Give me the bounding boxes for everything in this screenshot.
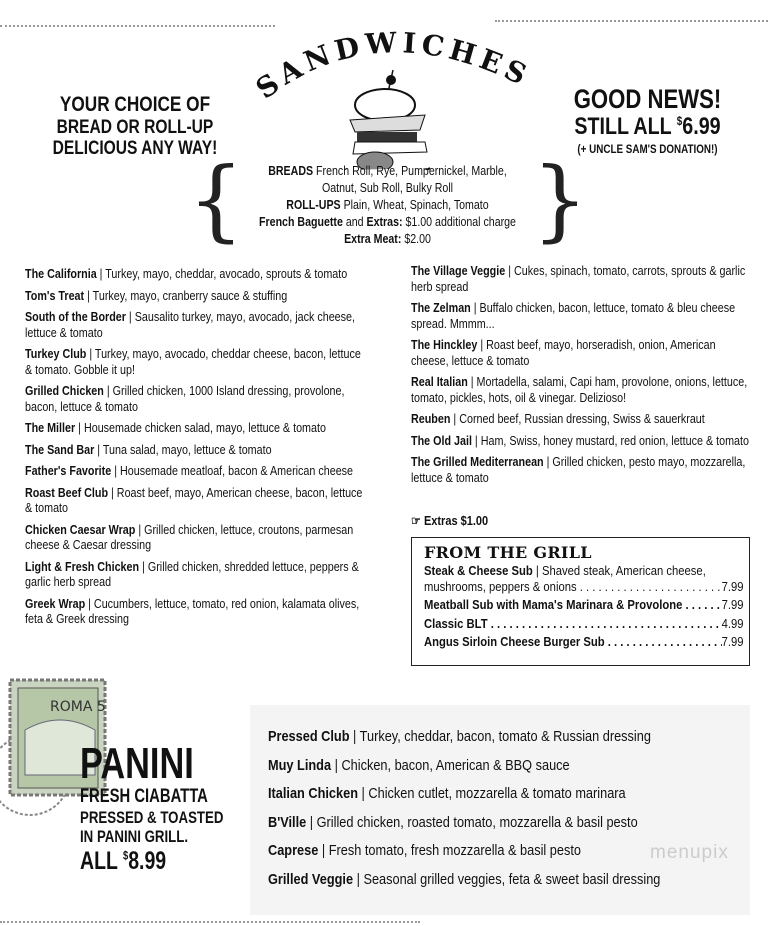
rollups-list: Plain, Wheat, Spinach, Tomato	[343, 198, 489, 212]
menu-item: Chicken Caesar Wrap | Grilled chicken, lettuce, croutons, parmesan cheese & Caesar dressing	[25, 522, 354, 552]
grill-item-price: 7.99	[721, 598, 744, 612]
breads-label: BREADS	[268, 164, 314, 178]
menu-item: Grilled Chicken | Grilled chicken, 1000 Island dressing, provolone, bacon, lettuce & tomato	[25, 384, 345, 414]
item-desc: Turkey, cheddar, bacon, tomato & Russian dressing	[359, 728, 651, 745]
panini-price	[80, 847, 223, 876]
item-name: Greek Wrap	[25, 596, 86, 611]
item-desc: Corned beef, Russian dressing, Swiss & sauerkraut	[459, 412, 705, 426]
grill-item	[424, 617, 744, 633]
divider	[0, 25, 275, 27]
and-text: and	[342, 215, 367, 229]
menu-item: Turkey Club | Turkey, mayo, avocado, cheddar cheese, bacon, lettuce & tomato. Gobble it up!	[25, 347, 361, 377]
item-name: The Grilled Mediterranean	[411, 455, 544, 469]
item-desc: Tuna salad, mayo, lettuce & tomato	[102, 442, 272, 457]
grill-item-name: Classic BLT . . .	[424, 617, 722, 633]
menu-item: Reuben | Corned beef, Russian dressing, Swiss & sauerkraut	[411, 412, 705, 426]
still-all: STILL ALL	[574, 113, 677, 141]
baguette-label: French Baguette	[259, 215, 343, 229]
item-desc: Grilled chicken, 1000 Island dressing, provolone, bacon, lettuce & tomato	[25, 384, 345, 414]
item-name: B'Ville	[268, 813, 307, 831]
dollar: $	[122, 848, 129, 863]
menu-item: The Zelman | Buffalo chicken, bacon, lettuce, tomato & bleu cheese spread. Mmmm...	[411, 301, 736, 331]
item-name: The Zelman	[411, 301, 471, 315]
grill-item	[424, 635, 744, 651]
item-desc: Chicken, bacon, American & BBQ sauce	[341, 756, 570, 774]
panini-item: Grilled Veggie | Seasonal grilled veggies, feta & sweet basil dressing	[268, 870, 661, 888]
item-desc: Seasonal grilled veggies, feta & sweet basil dressing	[363, 870, 661, 888]
item-desc: Chicken cutlet, mozzarella & tomato marinara	[368, 785, 626, 802]
item-name: Caprese	[268, 842, 319, 859]
item-name: The California	[25, 267, 97, 281]
item-desc: Cucumbers, lettuce, tomato, red onion, kalamata olives, feta & Greek dressing	[25, 596, 360, 626]
item-desc: Fresh tomato, fresh mozzarella & basil pesto	[328, 842, 581, 859]
item-name: Reuben	[411, 412, 451, 426]
grill-item-name: Angus Sirloin Cheese Burger Sub . . .	[424, 635, 722, 651]
item-desc: Roast beef, mayo, American cheese, bacon, lettuce & tomato	[25, 485, 363, 515]
menu-item: The Hinckley | Roast beef, mayo, horseradish, onion, American cheese, lettuce & tomato	[411, 338, 716, 368]
grill-item-price: 4.99	[721, 616, 744, 631]
right-blurb	[543, 84, 752, 157]
right-brace: }	[532, 148, 588, 251]
blurb-line: YOUR CHOICE OF	[59, 93, 211, 116]
item-desc: Ham, Swiss, honey mustard, red onion, lettuce & tomato	[480, 433, 749, 448]
extra-meat-price: $2.00	[401, 232, 431, 246]
dollar: $	[676, 114, 683, 129]
panini-line: PRESSED & TOASTED	[80, 807, 224, 827]
rollups-label: ROLL-UPS	[286, 198, 341, 212]
grill-item-price: 7.99	[721, 635, 744, 649]
grill-item-desc: | Shaved steak, American cheese,	[532, 564, 706, 578]
item-name: Father's Favorite	[25, 464, 112, 478]
sandwich-illustration-icon	[345, 70, 430, 170]
menu-item: The Sand Bar | Tuna salad, mayo, lettuce & tomato	[25, 442, 272, 457]
menu-item: South of the Border | Sausalito turkey, mayo, avocado, jack cheese, lettuce & tomato	[25, 310, 355, 340]
grill-item-name: Meatball Sub with Mama's Marinara & Provolone . . .	[424, 598, 722, 614]
menu-item: Roast Beef Club | Roast beef, mayo, American cheese, bacon, lettuce & tomato	[25, 485, 363, 515]
item-desc: Grilled chicken, roasted tomato, mozzarella & basil pesto	[316, 813, 638, 831]
item-name: Grilled Veggie	[268, 870, 354, 888]
menu-item: The Grilled Mediterranean | Grilled chicken, pesto mayo, mozzarella, lettuce & tomato	[411, 455, 746, 485]
sandwich-list-right	[411, 264, 755, 492]
menu-item: Real Italian | Mortadella, salami, Capi ham, provolone, onions, lettuce, tomato, pickles, hots, oil & vinegar. Delizioso!	[411, 375, 748, 405]
menu-item: The Old Jail | Ham, Swiss, honey mustard, red onion, lettuce & tomato	[411, 433, 749, 448]
menu-item: Light & Fresh Chicken | Grilled chicken, shredded lettuce, peppers & garlic herb spread	[25, 559, 359, 589]
left-brace: {	[188, 148, 244, 251]
still-all-price	[543, 114, 752, 141]
grill-item-cont	[424, 580, 744, 596]
item-desc: Housemade chicken salad, mayo, lettuce & tomato	[83, 421, 326, 435]
price: 8.99	[128, 846, 167, 875]
panini-title: PANINI	[80, 739, 194, 788]
item-name: Italian Chicken	[268, 785, 358, 802]
item-desc: Grilled chicken, shredded lettuce, peppers & garlic herb spread	[25, 559, 359, 589]
grill-item-desc2: mushrooms, peppers & onions . . .	[424, 580, 722, 596]
item-desc: Turkey, mayo, cranberry sauce & stuffing	[92, 288, 288, 303]
blurb-line: DELICIOUS ANY WAY!	[52, 137, 218, 159]
item-name: The Miller	[25, 421, 76, 435]
item-name: Tom's Treat	[25, 288, 85, 303]
grill-item	[424, 564, 744, 580]
item-desc: Turkey, mayo, cheddar, avocado, sprouts & tomato	[105, 267, 348, 281]
sandwich-list-left	[25, 267, 369, 634]
item-name: South of the Border	[25, 310, 126, 324]
item-name: Pressed Club	[268, 728, 350, 745]
watermark: menupix	[650, 842, 729, 863]
item-name: Roast Beef Club	[25, 485, 109, 500]
panini-item: Italian Chicken | Chicken cutlet, mozzarella & tomato marinara	[268, 785, 626, 802]
panini-item: Caprese | Fresh tomato, fresh mozzarella & basil pesto	[268, 842, 581, 859]
item-name: The Village Veggie	[411, 264, 506, 278]
item-desc: Housemade meatloaf, bacon & American cheese	[119, 464, 354, 478]
breads-list: French Roll, Rye, Pumpernickel, Marble, Oatnut, Sub Roll, Bulky Roll	[316, 164, 507, 195]
sandwiches-title	[240, 20, 540, 170]
item-desc: Mortadella, salami, Capi ham, provolone, onions, lettuce, tomato, pickles, hots, oil & vinegar. Delizioso!	[411, 375, 748, 405]
item-name: The Sand Bar	[25, 442, 95, 457]
baguette-charge: $1.00 additional charge	[402, 215, 516, 229]
panini-item: B'Ville | Grilled chicken, roasted tomato, mozzarella & basil pesto	[268, 813, 638, 831]
divider	[0, 921, 420, 923]
item-name: Real Italian	[411, 375, 468, 389]
menu-item: Greek Wrap | Cucumbers, lettuce, tomato, red onion, kalamata olives, feta & Greek dressing	[25, 596, 360, 626]
pointing-hand-icon: ☞	[411, 514, 421, 528]
all-text: ALL	[80, 846, 123, 875]
good-news: GOOD NEWS!	[573, 84, 722, 114]
item-desc: Buffalo chicken, bacon, lettuce, tomato & bleu cheese spread. Mmmm...	[411, 301, 736, 331]
menu-item: The California | Turkey, mayo, cheddar, avocado, sprouts & tomato	[25, 267, 348, 281]
from-the-grill-box	[411, 537, 750, 666]
panini-item: Muy Linda | Chicken, bacon, American & BBQ sauce	[268, 756, 570, 774]
menu-item: The Village Veggie | Cukes, spinach, tomato, carrots, sprouts & garlic herb spread	[411, 264, 746, 294]
blurb-line: BREAD OR ROLL-UP	[56, 116, 214, 138]
stamp-text: ROMA 5	[50, 699, 106, 715]
panini-title-block	[80, 739, 224, 876]
item-desc: Turkey, mayo, avocado, cheddar cheese, bacon, lettuce & tomato. Gobble it up!	[25, 347, 361, 377]
item-name: Light & Fresh Chicken	[25, 559, 140, 574]
item-desc: Sausalito turkey, mayo, avocado, jack cheese, lettuce & tomato	[25, 310, 355, 340]
menu-item: The Miller | Housemade chicken salad, mayo, lettuce & tomato	[25, 421, 326, 435]
item-name: The Old Jail	[411, 433, 472, 448]
item-desc: Roast beef, mayo, horseradish, onion, American cheese, lettuce & tomato	[411, 338, 716, 368]
item-name: Grilled Chicken	[25, 384, 104, 398]
panini-line: FRESH CIABATTA	[80, 786, 208, 807]
extras-note	[411, 513, 488, 528]
donation-note: (+ UNCLE SAM'S DONATION!)	[577, 142, 718, 157]
grill-item	[424, 598, 744, 614]
title-text: SANDWICHES	[249, 25, 537, 106]
item-desc: Grilled chicken, pesto mayo, mozzarella, lettuce & tomato	[411, 455, 746, 485]
grill-title: FROM THE GRILL	[424, 543, 592, 562]
panini-line: IN PANINI GRILL.	[80, 827, 189, 847]
extras-text: Extras $1.00	[423, 514, 489, 528]
item-name: Muy Linda	[268, 756, 332, 774]
grill-item-price: 7.99	[721, 579, 744, 594]
item-name: Chicken Caesar Wrap	[25, 522, 136, 537]
extra-meat-label: Extra Meat:	[344, 232, 402, 246]
bread-options	[249, 163, 525, 248]
menu-item: Father's Favorite | Housemade meatloaf, bacon & American cheese	[25, 464, 354, 478]
panini-item: Pressed Club | Turkey, cheddar, bacon, tomato & Russian dressing	[268, 728, 651, 745]
item-name: The Hinckley	[411, 338, 478, 352]
item-name: Turkey Club	[25, 347, 87, 361]
menu-item: Tom's Treat | Turkey, mayo, cranberry sauce & stuffing	[25, 288, 288, 303]
item-desc: Cukes, spinach, tomato, carrots, sprouts & garlic herb spread	[411, 264, 746, 294]
price: 6.99	[682, 113, 721, 141]
extras-label: Extras:	[366, 215, 403, 229]
item-desc: Grilled chicken, lettuce, croutons, parmesan cheese & Caesar dressing	[25, 522, 354, 552]
grill-item-name: Steak & Cheese Sub	[424, 564, 533, 578]
